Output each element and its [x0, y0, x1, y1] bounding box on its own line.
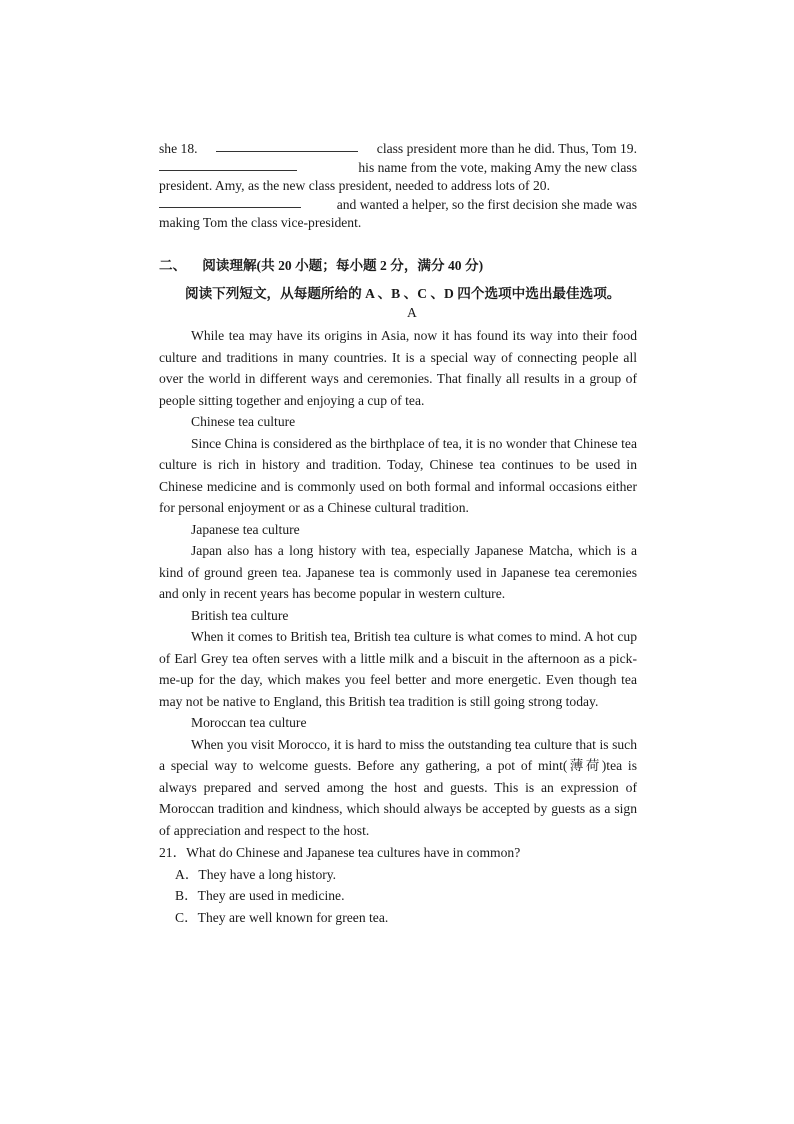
passage-subheading: Moroccan tea culture: [191, 715, 307, 730]
cloze-line: [159, 177, 637, 196]
passage-paragraph: When it comes to British tea, British tea culture is what comes to mind. A hot cup of Earl Grey tea often serves with a little milk and a biscuit in the afternoon as a pick-me-up for the day, which makes you feel better and more energetic. Even though tea may not be native to England, this British tea tradition is still going strong today.: [159, 629, 637, 709]
answer-blank-19: [159, 159, 297, 171]
cloze-text: making Tom the class vice-president.: [159, 215, 362, 231]
passage-label: A: [407, 305, 417, 320]
answer-option: B．They are used in medicine.: [175, 888, 345, 903]
reading-passage: [159, 325, 637, 841]
section-number: 二、: [159, 258, 187, 273]
cloze-line: [159, 196, 637, 215]
section-instruction: 阅读下列短文，从每题所给的 A 、B 、C 、D 四个选项中选出最佳选项。: [185, 286, 621, 301]
passage-paragraph: Since China is considered as the birthplace of tea, it is no wonder that Chinese tea culture is rich in history and tradition. Today, Chinese tea continues to be used in Chinese medicine and is commonly used on both formal and informal occasions either for personal enjoyment or as a Chinese cultural tradition.: [159, 435, 637, 515]
passage-subheading: British tea culture: [191, 607, 289, 623]
passage-subheading: Japanese tea culture: [191, 521, 300, 537]
answer-option: A．They have a long history.: [175, 866, 337, 882]
answer-blank-20: [159, 196, 301, 208]
passage-paragraph: Japan also has a long history with tea, especially Japanese Matcha, which is a kind of ground green tea. Japanese tea is commonly used in Japanese tea ceremonies and only in recent years has become popular in western culture.: [159, 543, 637, 601]
cloze-text: she 18.: [159, 141, 198, 156]
cloze-text: and wanted a helper, so the first decision she made was: [336, 196, 637, 212]
question-stem: 21．What do Chinese and Japanese tea cultures have in common?: [159, 845, 521, 860]
section-heading: [159, 254, 483, 274]
cloze-text: class president more than he did. Thus, Tom 19.: [376, 141, 637, 156]
cloze-text: president. Amy, as the new class president, needed to address lots of 20.: [159, 178, 550, 194]
passage-subheading: Chinese tea culture: [191, 414, 296, 429]
passage-paragraph: When you visit Morocco, it is hard to miss the outstanding tea culture that is such a special way to welcome guests. Before any gathering, a pot of mint(薄荷)tea is always prepared and served among the host and guests. This is an expression of Moroccan tradition and kindness, which should always be accepted by guests as a sign of appreciation and respect to the host.: [159, 736, 637, 838]
cloze-text: his name from the vote, making Amy the new class: [358, 159, 637, 175]
question-21: [159, 842, 637, 928]
passage-paragraph: While tea may have its origins in Asia, now it has found its way into their food culture and traditions in many countries. It is a special way of connecting people all over the world in different ways and ceremonies. That finally all results in a group of people sitting together and enjoying a cup of tea.: [159, 328, 637, 408]
cloze-line: [159, 214, 637, 233]
section-title: 阅读理解(共 20 小题；每小题 2 分，满分 40 分): [202, 258, 484, 273]
cloze-line: [159, 140, 637, 159]
answer-option: C．They are well known for green tea.: [175, 909, 389, 925]
cloze-passage-end: [159, 140, 637, 233]
cloze-line: [159, 159, 637, 178]
answer-blank-18: [216, 140, 358, 152]
